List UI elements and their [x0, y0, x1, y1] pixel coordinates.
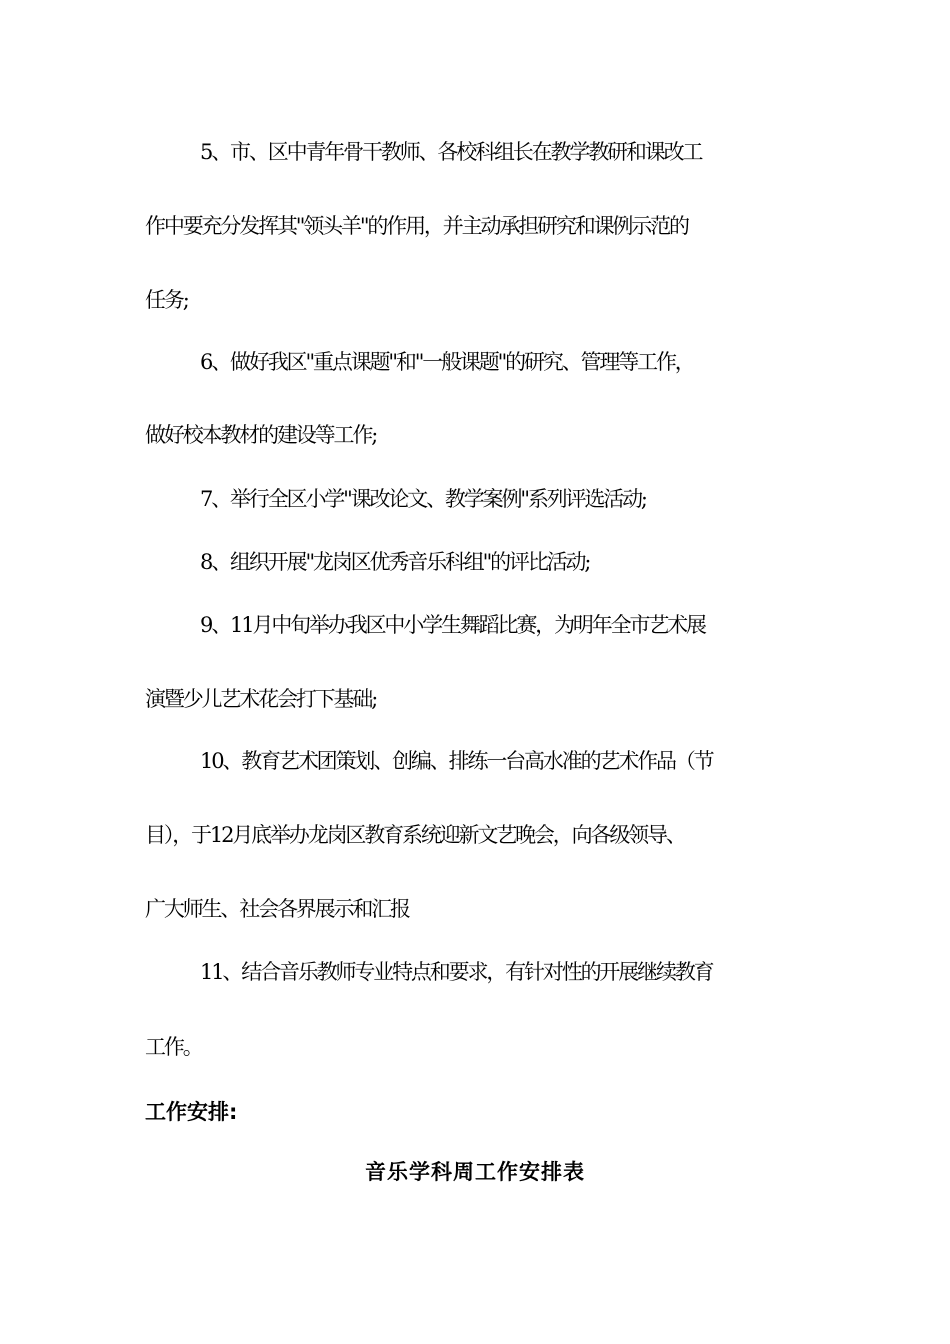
item-6-line-2: 做好校本教材的建设等工作; — [145, 423, 377, 447]
item-9-line-2: 演暨少儿艺术花会打下基础; — [145, 687, 377, 711]
item-7-line-1: 7、举行全区小学"课改论文、教学案例"系列评选活动; — [200, 487, 646, 511]
item-11-line-1: 11、结合音乐教师专业特点和要求，有针对性的开展继续教育 — [200, 960, 713, 984]
table-title: 音乐学科周工作安排表 — [365, 1160, 585, 1184]
item-10-line-1: 10、教育艺术团策划、创编、排练一台高水准的艺术作品（节 — [200, 749, 713, 773]
item-8-line-1: 8、组织开展"龙岗区优秀音乐科组"的评比活动; — [200, 550, 590, 574]
item-10-line-3: 广大师生、社会各界展示和汇报 — [145, 897, 409, 921]
item-6-line-1: 6、做好我区"重点课题"和"一般课题"的研究、管理等工作， — [200, 350, 694, 374]
item-5-line-2: 作中要充分发挥其"领头羊"的作用，并主动承担研究和课例示范的 — [145, 214, 688, 238]
item-9-line-1: 9、11月中旬举办我区中小学生舞蹈比赛，为明年全市艺术展 — [200, 613, 705, 637]
item-5-line-1: 5、市、区中青年骨干教师、各校科组长在教学教研和课改工 — [200, 140, 702, 164]
item-11-line-2: 工作。 — [145, 1035, 202, 1059]
item-10-line-2: 目），于12月底举办龙岗区教育系统迎新文艺晚会，向各级领导、 — [145, 823, 685, 847]
section-heading: 工作安排: — [145, 1100, 238, 1124]
item-5-line-3: 任务; — [145, 288, 188, 312]
